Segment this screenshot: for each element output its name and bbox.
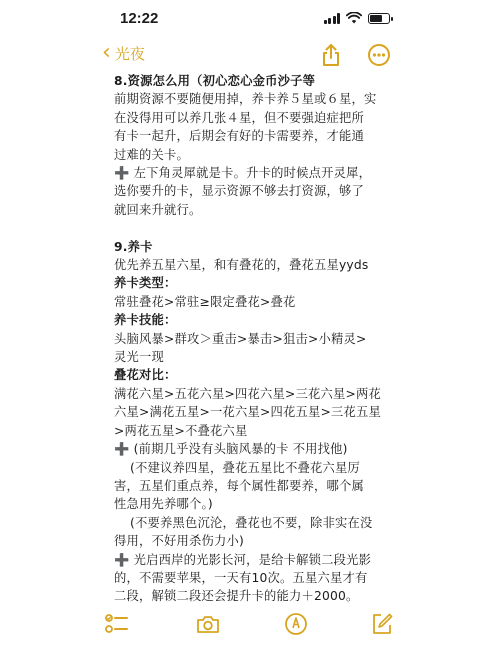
compose-button[interactable] bbox=[369, 611, 395, 637]
share-button[interactable] bbox=[318, 42, 344, 68]
subheading: 叠花对比： bbox=[114, 368, 177, 383]
note-line: (不建议养四星，叠花五星比不叠花六星厉 bbox=[130, 460, 360, 475]
subheading: 养卡类型： bbox=[114, 276, 177, 291]
note-line: 选你要升的卡，显示资源不够去打资源，够了 bbox=[114, 184, 364, 199]
chevron-left-icon: ‹ bbox=[102, 40, 111, 65]
note-line: >两花五星>不叠花六星 bbox=[114, 423, 248, 438]
note-line: 过难的关卡。 bbox=[114, 147, 189, 162]
nav-actions bbox=[318, 42, 392, 68]
back-label: 光夜 bbox=[114, 44, 145, 63]
checklist-button[interactable] bbox=[104, 611, 130, 637]
note-line: 二段，解锁二段还会提升卡的能力＋2000。 bbox=[114, 589, 359, 604]
more-button[interactable] bbox=[366, 42, 392, 68]
wifi-icon bbox=[346, 12, 362, 24]
nav-bar bbox=[0, 36, 500, 72]
note-line: 满花六星>五花六星>四花六星>三花六星>两花 bbox=[114, 386, 381, 401]
note-line: 优先养五星六星，和有叠花的，叠花五星yyds bbox=[114, 258, 369, 273]
battery-icon bbox=[368, 13, 390, 24]
status-time: 12:22 bbox=[120, 10, 159, 27]
note-line: 常驻叠花>常驻≥限定叠花>叠花 bbox=[114, 294, 296, 309]
note-body[interactable] bbox=[114, 72, 390, 606]
checklist-icon bbox=[105, 613, 129, 635]
section-heading: 8.资源怎么用（初心恋心金币沙子等 bbox=[114, 74, 316, 88]
share-icon bbox=[321, 43, 341, 67]
note-line: 六星>满花五星>一花六星>四花五星>三花五星 bbox=[114, 405, 381, 420]
back-button[interactable] bbox=[102, 42, 145, 64]
cellular-signal-icon bbox=[324, 13, 341, 24]
markup-pen-icon bbox=[284, 612, 308, 636]
note-line: 得用，不好用杀伤力小) bbox=[114, 534, 244, 549]
note-line: ➕ 左下角灵犀就是卡。升卡的时候点开灵犀， bbox=[114, 166, 372, 181]
note-line: ➕ (前期几乎没有头脑风暴的卡 不用找他) bbox=[114, 442, 348, 457]
bottom-toolbar bbox=[0, 605, 500, 641]
subheading: 养卡技能： bbox=[114, 313, 177, 328]
note-line: ➕ 光启西岸的光影长河，是给卡解锁二段光影 bbox=[114, 552, 372, 567]
markup-button[interactable] bbox=[283, 611, 309, 637]
camera-icon bbox=[196, 614, 220, 634]
section-heading: 9.养卡 bbox=[114, 239, 153, 254]
note-line: 害，五星们重点养，每个属性都要养，哪个属 bbox=[114, 478, 364, 493]
note-line: 有卡一起升，后期会有好的卡需要养，才能通 bbox=[114, 129, 364, 144]
blank-line bbox=[114, 219, 390, 237]
compose-icon bbox=[370, 612, 394, 636]
status-icons bbox=[324, 12, 391, 24]
note-line: 就回来升就行。 bbox=[114, 202, 202, 217]
note-line: 灵光一现 bbox=[114, 350, 164, 365]
camera-button[interactable] bbox=[195, 611, 221, 637]
status-bar bbox=[0, 0, 500, 34]
note-line: 前期资源不要随便用掉，养卡养５星或６星，实 bbox=[114, 92, 377, 107]
note-line: 头脑风暴>群攻＞重击>暴击>狙击>小精灵> bbox=[114, 331, 367, 346]
note-line: 性急用先养哪个。) bbox=[114, 497, 213, 512]
note-line: 的，不需要苹果，一天有10次。五星六星才有 bbox=[114, 570, 368, 585]
note-line: (不要养黑色沉沦，叠花也不要，除非实在没 bbox=[130, 515, 373, 530]
note-line: 在没得用可以养几张４星，但不要强迫症把所 bbox=[114, 110, 364, 125]
more-icon bbox=[367, 43, 391, 67]
